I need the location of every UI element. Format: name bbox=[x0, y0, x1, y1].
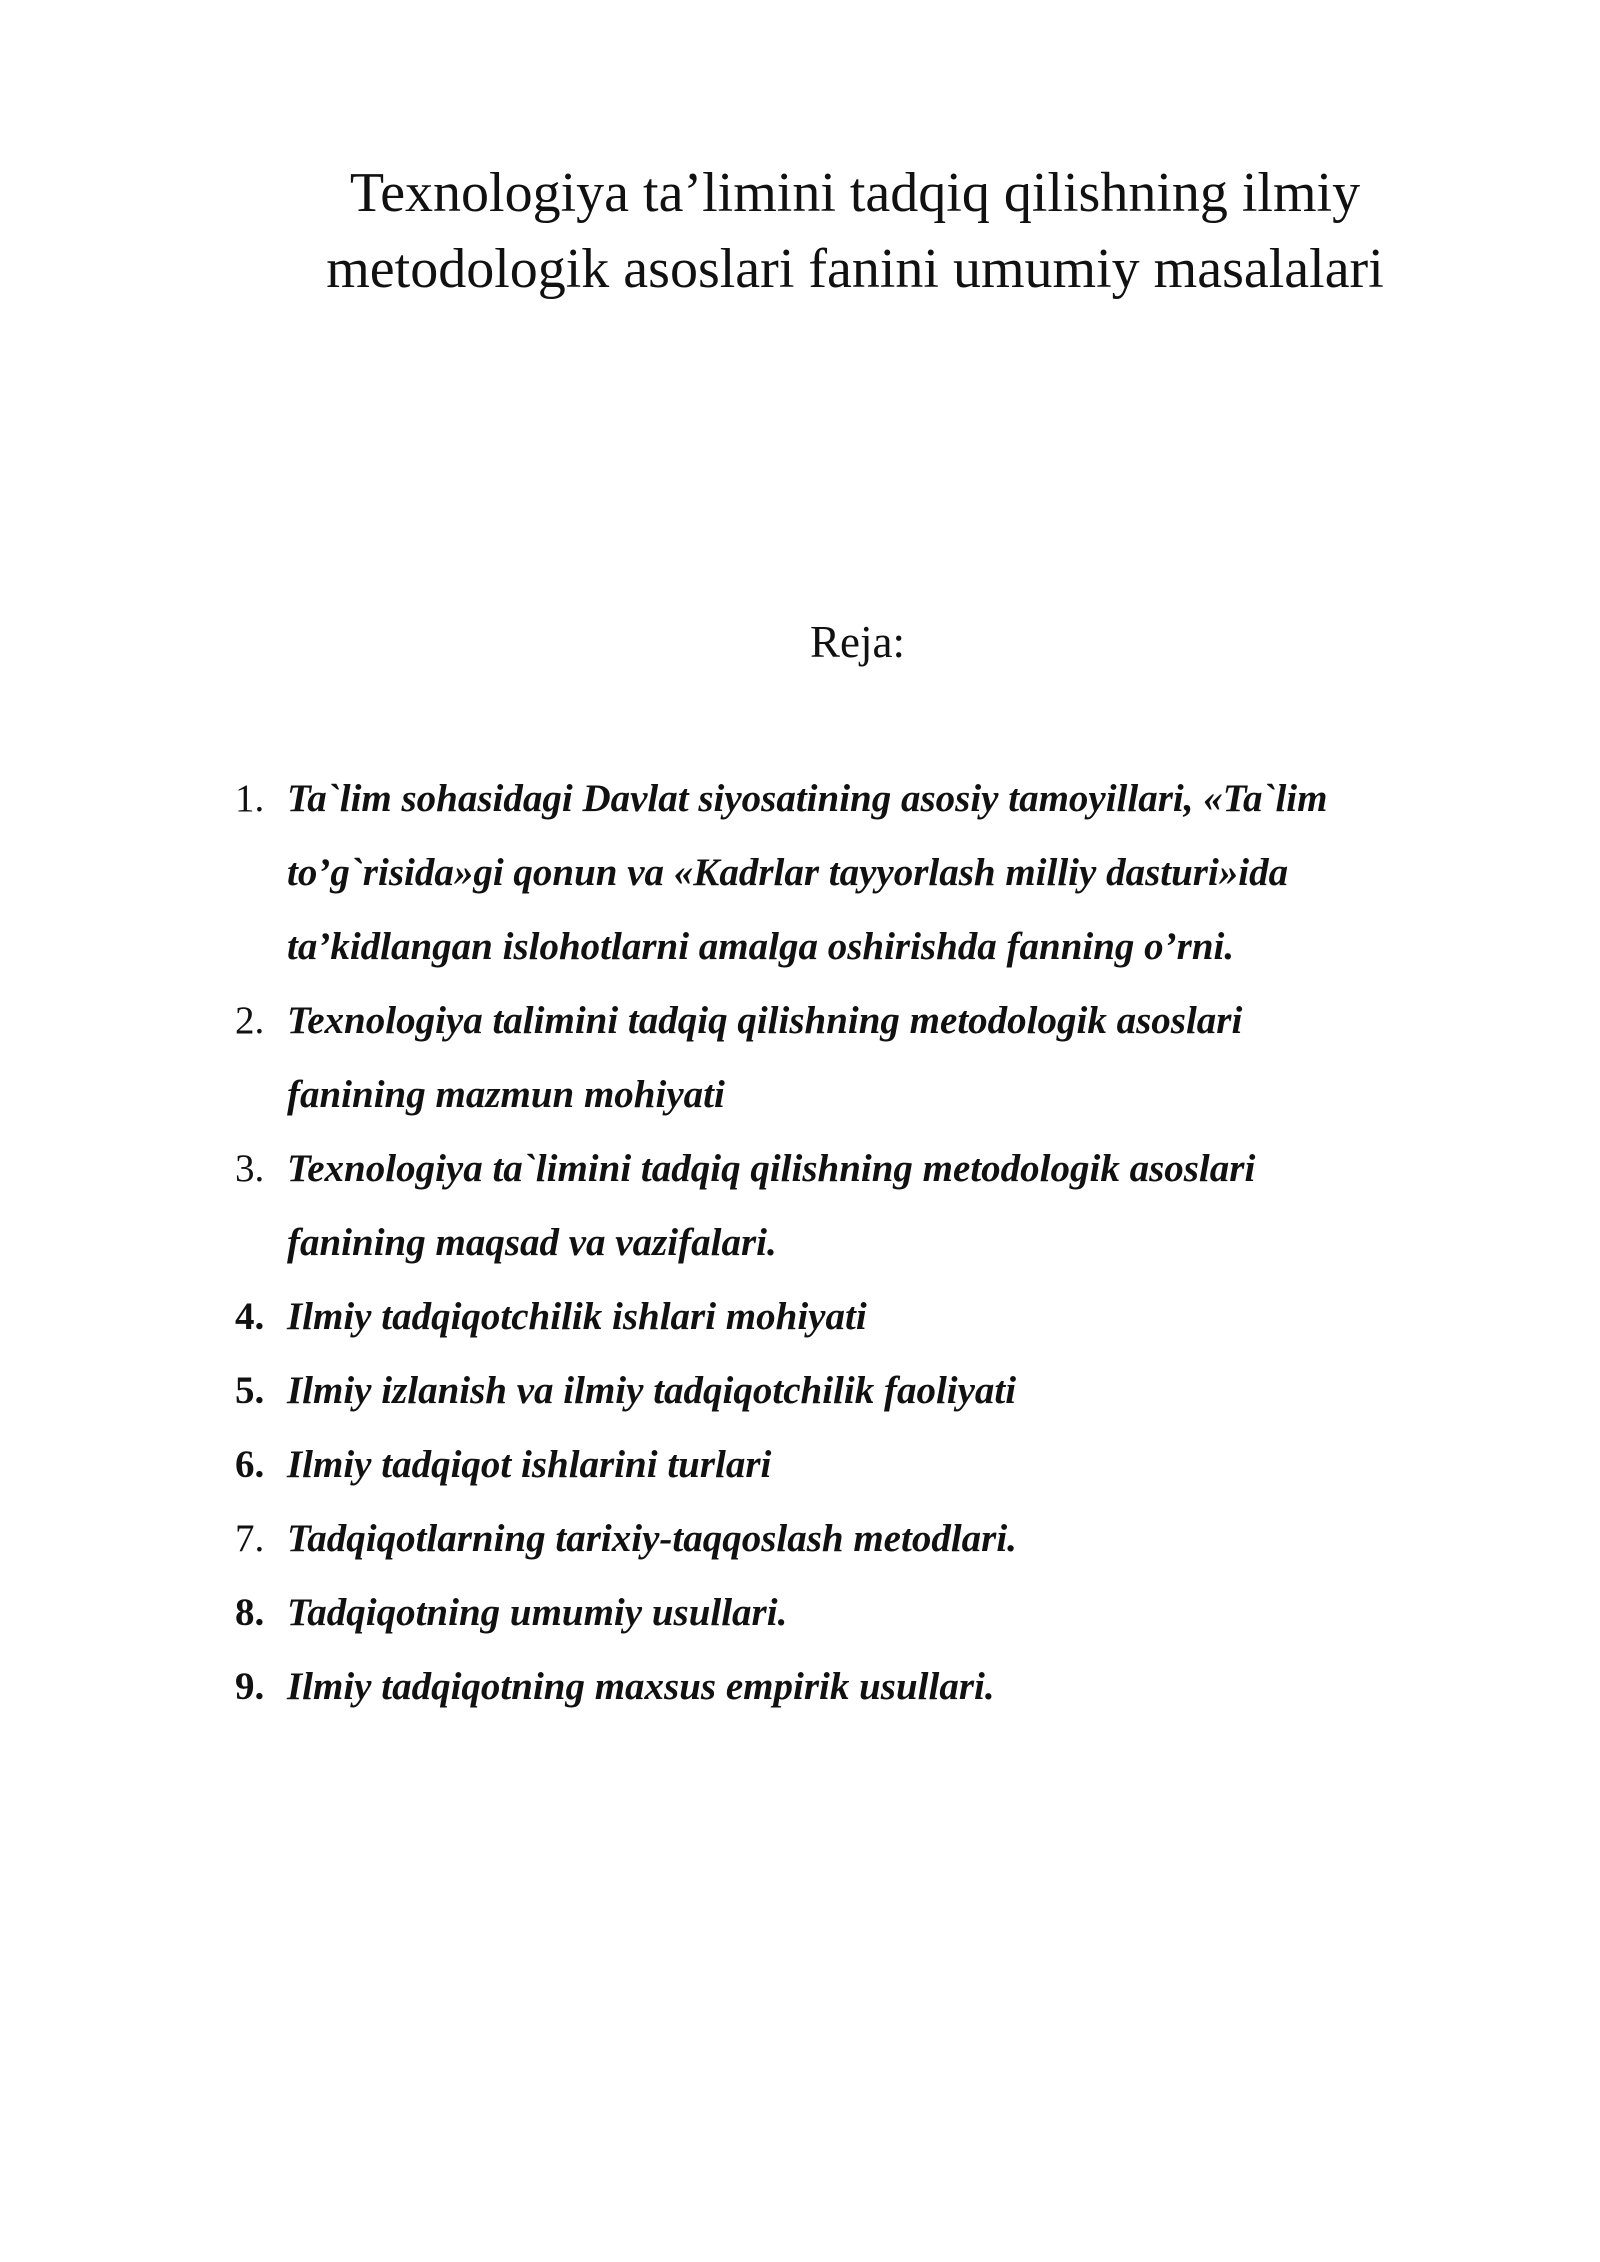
item-number: 7. bbox=[235, 1517, 265, 1560]
item-text-line: Texnologiya talimini tadqiq qilishning metodologik asoslari bbox=[287, 999, 1243, 1042]
item-text-line: to’g`risida»gi qonun va «Kadrlar tayyorlash milliy dasturi»ida bbox=[287, 851, 1289, 894]
plan-item bbox=[235, 762, 1495, 984]
item-text-line: fanining maqsad va vazifalari. bbox=[287, 1221, 777, 1264]
item-text-line: Tadqiqotning umumiy usullari. bbox=[287, 1591, 788, 1634]
plan-item bbox=[235, 1132, 1495, 1280]
item-text-line: ta’kidlangan islohotlarni amalga oshirishda fanning o’rni. bbox=[287, 925, 1235, 968]
item-text-line: Ilmiy tadqiqotning maxsus empirik usullari. bbox=[287, 1665, 995, 1708]
item-text-line: Texnologiya ta`limini tadqiq qilishning metodologik asoslari bbox=[287, 1147, 1256, 1190]
item-number: 9. bbox=[235, 1665, 265, 1708]
item-text-line: Tadqiqotlarning tarixiy-taqqoslash metodlari. bbox=[287, 1517, 1017, 1560]
title-line: metodologik asoslari fanini umumiy masalalari bbox=[326, 238, 1384, 300]
plan-item bbox=[235, 1576, 1495, 1650]
plan-item bbox=[235, 1354, 1495, 1428]
item-number: 2. bbox=[235, 999, 265, 1042]
item-number: 6. bbox=[235, 1443, 265, 1486]
item-number: 4. bbox=[235, 1295, 265, 1338]
item-number: 5. bbox=[235, 1369, 265, 1412]
item-text-line: Ta`lim sohasidagi Davlat siyosatining asosiy tamoyillari, «Ta`lim bbox=[287, 777, 1328, 820]
plan-item bbox=[235, 1502, 1495, 1576]
plan-item bbox=[235, 984, 1495, 1132]
plan-item bbox=[235, 1280, 1495, 1354]
item-number: 1. bbox=[235, 777, 265, 820]
document-title bbox=[250, 155, 1460, 307]
plan-list bbox=[235, 762, 1495, 1724]
title-line: Texnologiya ta’limini tadqiq qilishning ilmiy bbox=[349, 162, 1361, 224]
item-number: 3. bbox=[235, 1147, 265, 1190]
plan-item bbox=[235, 1428, 1495, 1502]
plan-heading: Reja: bbox=[810, 617, 905, 667]
plan-item bbox=[235, 1650, 1495, 1724]
item-text-line: Ilmiy tadqiqot ishlarini turlari bbox=[287, 1443, 772, 1486]
item-text-line: Ilmiy tadqiqotchilik ishlari mohiyati bbox=[287, 1295, 867, 1338]
item-text-line: fanining mazmun mohiyati bbox=[287, 1073, 725, 1116]
item-number: 8. bbox=[235, 1591, 265, 1634]
item-text-line: Ilmiy izlanish va ilmiy tadqiqotchilik faoliyati bbox=[287, 1369, 1017, 1412]
